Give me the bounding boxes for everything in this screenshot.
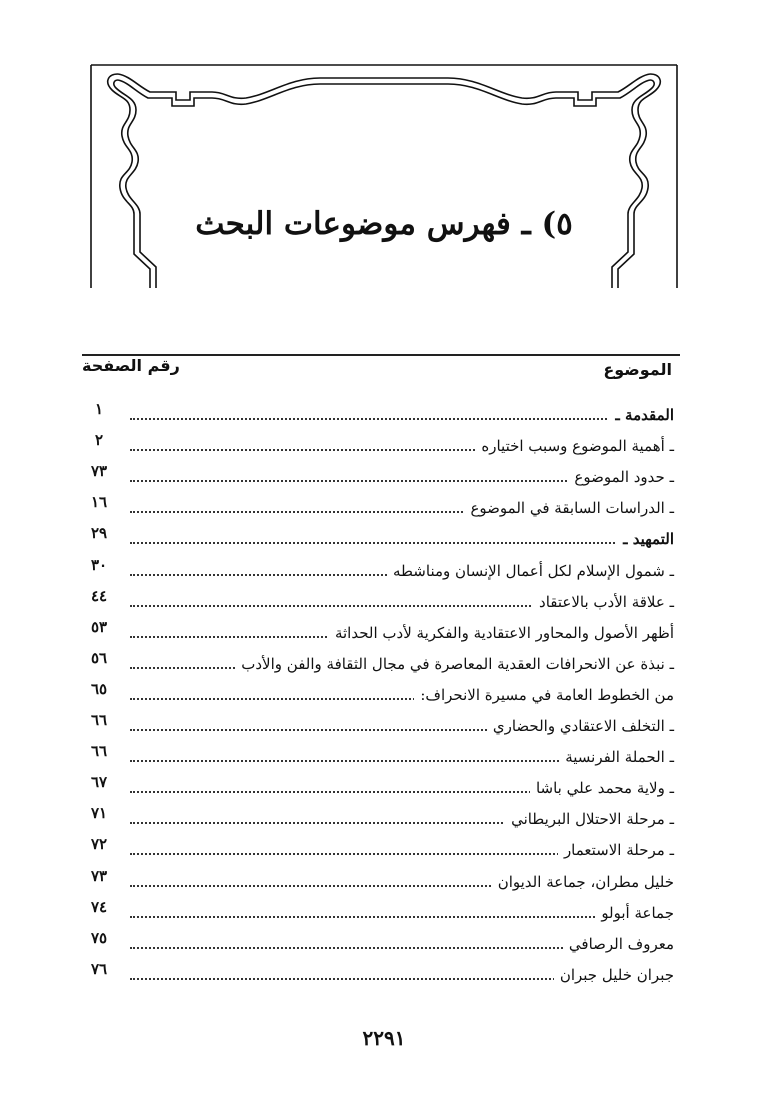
toc-entry [82,960,674,990]
toc-entry-page: ٦٦ [90,711,108,729]
leader-dots [130,916,674,918]
toc-entry-title: ـ التخلف الاعتقادي والحضاري [487,717,674,735]
toc-entry-page: ٧٦ [90,959,108,978]
toc-entry [82,804,674,834]
toc-entry [82,400,674,430]
toc-entry-title: جماعة أبولو [595,904,674,922]
column-topic-label: الموضوع [603,360,672,379]
toc-entry [82,773,674,803]
toc-entry-page: ٣٠ [90,555,108,574]
toc-entry [82,524,674,554]
leader-dots [130,542,674,544]
toc-entry-page: ٧٥ [90,928,108,947]
toc-entry-title: ـ حدود الموضوع [568,468,674,486]
toc-entry-title: أظهر الأصول والمحاور الاعتقادية والفكرية لأدب الحداثة [329,624,674,642]
toc-entry-page: ٧٣ [90,462,108,481]
toc-entry-title: من الخطوط العامة في مسيرة الانحراف: [414,686,674,704]
toc-entry-title: خليل مطران، جماعة الديوان [492,873,674,891]
toc-entry [82,556,674,586]
toc-entry-title: ـ نبذة عن الانحرافات العقدية المعاصرة في مجال الثقافة والفن والأدب [235,655,674,673]
toc-entry-title: ـ أهمية الموضوع وسبب اختياره [475,437,674,455]
toc-column-header [82,340,680,390]
toc-entry-title: ـ الدراسات السابقة في الموضوع [464,499,674,517]
toc-entry-page: ٦٦ [90,742,108,761]
toc-entry-page: ٥٦ [90,648,108,667]
toc-entry-page: ٢٩ [90,524,108,543]
toc-entry-title: ـ الحملة الفرنسية [559,748,674,766]
toc-entry [82,680,674,710]
toc-entry [82,867,674,897]
toc-entry-title: ـ مرحلة الاحتلال البريطاني [505,810,674,828]
toc-entry-page: ٧٣ [90,866,108,885]
toc-entry-page: ٤٤ [90,586,108,605]
toc-entry-title: المقدمة ـ [609,406,674,424]
toc-entry-page: ١٦ [90,493,108,512]
toc-entry-page: ٦٧ [90,773,108,792]
toc-entry-page: ١ [94,400,104,418]
toc-entry-page: ٦٥ [90,679,108,698]
toc-entry [82,835,674,865]
ornament-frame-icon [90,64,678,290]
toc-entry-title: ـ مرحلة الاستعمار [558,841,674,859]
toc-entry-title: ـ علاقة الأدب بالاعتقاد [533,593,674,611]
toc-entry-title: ـ شمول الإسلام لكل أعمال الإنسان ومناشطه [387,562,674,580]
toc-entry-title: التمهيد ـ [617,530,674,548]
toc-entry-title: ـ ولاية محمد علي باشا [530,779,674,797]
toc-entry [82,493,674,523]
toc-entry [82,711,674,741]
toc-entry [82,618,674,648]
toc-entry-page: ٧٤ [90,897,108,916]
toc-entry-title: معروف الرصافي [563,935,674,953]
page-title: ٥) ـ فهرس موضوعات البحث [195,206,573,242]
decorative-title-frame [90,64,678,290]
page-number: ٢٢٩١ [362,1026,406,1050]
column-page-label: رقم الصفحة [82,356,180,375]
toc-entry [82,742,674,772]
toc-entry [82,462,674,492]
toc-entry-page: ٢ [94,431,104,450]
toc-entry-title: جبران خليل جبران [554,966,674,984]
toc-entry [82,898,674,928]
leader-dots [130,418,674,420]
toc-entry-page: ٥٣ [90,617,108,636]
toc-entry [82,929,674,959]
toc-entry [82,587,674,617]
toc-entry [82,649,674,679]
toc-entry-page: ٧٢ [90,835,108,854]
toc-entry [82,431,674,461]
toc-entry-page: ٧١ [90,804,108,823]
